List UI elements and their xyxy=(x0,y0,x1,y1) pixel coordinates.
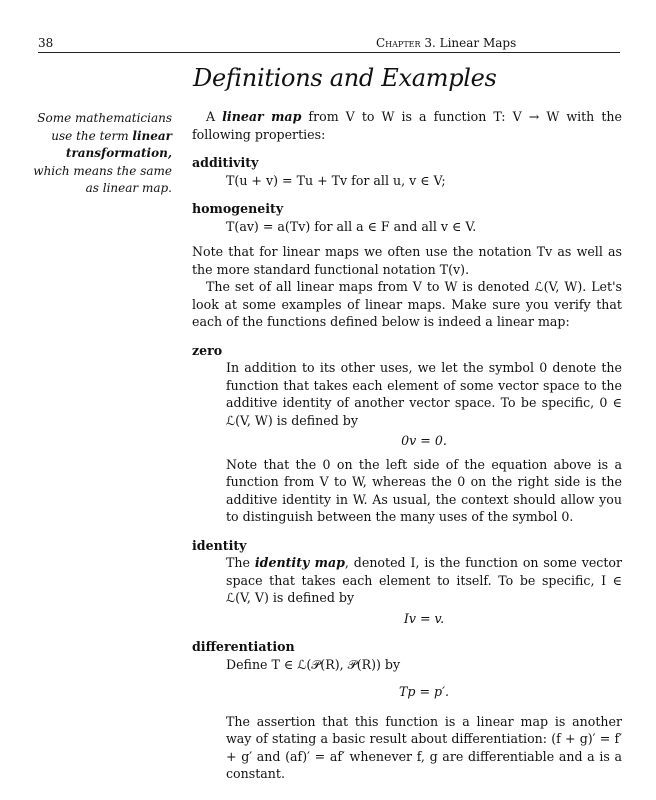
example-name-identity: identity xyxy=(192,537,247,553)
chapter-heading xyxy=(376,36,516,50)
example-name-zero: zero xyxy=(192,342,223,358)
zero-text-2: Note that the 0 on the left side of the equation above is a function from V to W, whereas the 0 on the right side is the additive identity in W. As usual, the context should allow you to distinguish between the many uses of the symbol 0. xyxy=(226,456,622,524)
intro-after: from V to W is a function T: V → W with the following properties: xyxy=(192,109,622,142)
margin-note-after: which means the same as linear map. xyxy=(33,163,172,195)
property-name-additivity: additivity xyxy=(192,155,259,170)
chapter-label: Chapter 3. xyxy=(376,36,436,50)
set-note: The set of all linear maps from V to W is denoted ℒ(V, W). Let's look at some examples of linear maps. Make sure you verify that each of the functions defined below is indeed a linear map: xyxy=(192,279,622,329)
identity-equation: Iv = v. xyxy=(403,610,445,626)
differentiation-text-1: Define T ∈ ℒ(𝒫(R), 𝒫(R)) by xyxy=(226,656,401,672)
margin-note xyxy=(30,110,172,198)
margin-note-before: Some mathematicians use the term xyxy=(37,111,172,143)
differentiation-equation: Tp = p′. xyxy=(399,684,449,699)
identity-before: The xyxy=(226,555,255,570)
property-statement-additivity: T(u + v) = Tu + Tv for all u, v ∈ V; xyxy=(226,172,446,188)
zero-text-1: In addition to its other uses, we let the symbol 0 denote the function that takes each element of some vector space to the additive identity of another vector space. To be specific, 0 ∈ ℒ(V, W) is defined by xyxy=(226,360,622,428)
margin-note-term: linear transformation, xyxy=(65,128,172,160)
identity-term: identity map xyxy=(254,555,345,570)
section-title: Definitions and Examples xyxy=(193,64,497,92)
property-statement-homogeneity: T(av) = a(Tv) for all a ∈ F and all v ∈ V. xyxy=(226,218,477,234)
identity-text xyxy=(226,554,622,607)
intro-term: linear map xyxy=(222,109,302,124)
main-text xyxy=(192,108,622,783)
intro-before: A xyxy=(206,109,223,124)
chapter-title: Linear Maps xyxy=(439,36,517,50)
identity-after: , denoted I, is the function on some vector space that takes each element to itself. To be specific, I ∈ ℒ(V, V) is defined by xyxy=(226,555,623,605)
example-name-differentiation: differentiation xyxy=(192,639,295,654)
zero-equation: 0v = 0. xyxy=(401,433,447,448)
differentiation-text-2: The assertion that this function is a linear map is another way of stating a basic result about differentiation: (f + g)′ = f′ + g′ and (af)′ = af′ whenever f, g are differentiable and a is a constant. xyxy=(226,713,622,781)
page-number: 38 xyxy=(38,36,54,50)
property-name-homogeneity: homogeneity xyxy=(192,201,284,216)
notation-note: Note that for linear maps we often use the notation Tv as well as the more standard functional notation T(v). xyxy=(192,244,622,277)
intro-paragraph xyxy=(192,108,622,143)
running-header xyxy=(38,34,620,53)
